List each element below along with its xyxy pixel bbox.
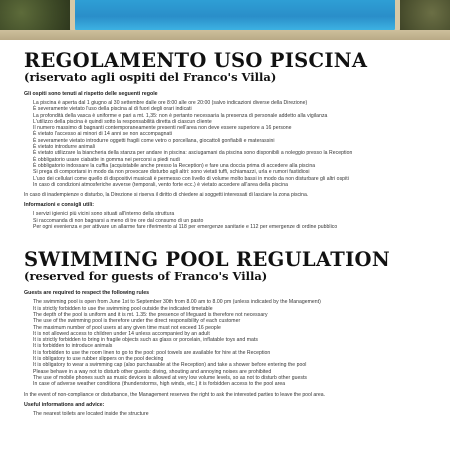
rule-item: It is obligatory to wear a swimming cap (also purchasable at the Reception) and take a shower before entering the pool — [33, 362, 307, 369]
english-rules-heading: Guests are required to respect the following rules — [24, 290, 150, 297]
pool-deck — [0, 30, 450, 40]
english-title: SWIMMING POOL REGULATION — [24, 248, 390, 272]
italian-title: REGOLAMENTO USO PISCINA — [24, 49, 368, 72]
english-violation-note: In the event of non-compliance or disturbance, the Management reserves the right to ask the interested parties to leave the pool area. — [24, 391, 325, 398]
info-item: Per ogni evenienza e per attivare un allarme fare riferimento al 118 per emergenze sanitarie e 112 per emergenze di ordine pubblico — [33, 224, 338, 231]
rule-item: È severamente vietato introdurre oggetti fragili come vetro o porcellana, giocattoli gonfiabili e materassini — [33, 137, 275, 144]
rule-item: La profondità della vasca è uniforme e pari a mt. 1,35: non è pertanto necessaria la presenza di personale addetto alla vigilanza — [33, 112, 328, 119]
info-item: Si raccomanda di non bagnarsi a meno di tre ore dal consumo di un pasto — [33, 217, 204, 224]
english-section — [24, 249, 440, 417]
rule-item: È obbligatorio indossare la cuffia (acquistabile anche presso la Reception) e fare una doccia prima di accedere alla piscina — [33, 162, 316, 169]
rule-item: It is strictly forbidden to use the swimming pool outside the indicated timetable — [33, 305, 213, 312]
info-item: I servizi igienici più vicini sono situati all'interno della struttura — [33, 211, 175, 218]
rule-item: Il numero massimo di bagnanti contemporaneamente presenti nell'area non deve essere superiore a 16 persone — [33, 125, 292, 132]
rule-item: L'utilizzo della piscina è quindi sotto la responsabilità diretta di ciascun cliente — [33, 118, 212, 125]
rule-item: La piscina è aperta dal 1 giugno al 30 settembre dalle ore 8:00 alle ore 20:00 (salvo indicazioni diverse della Direzione) — [33, 100, 308, 106]
italian-subtitle: (riservato agli ospiti del Franco's Villa) — [24, 70, 277, 84]
italian-section — [24, 50, 440, 230]
info-item: The nearest toilets are located inside the structure — [33, 410, 149, 417]
rule-item: The use of mobile phones such as music devices is allowed at very low volume levels, so as not to disturb other guests — [33, 374, 308, 381]
rule-item: It is obligatory to use rubber slippers on the pool decking — [33, 356, 164, 363]
italian-violation-note: In caso di inadempienze o disturbo, la Direzione si riserva il diritto di chiedere ai soggetti interessati di lasciare la zona piscina. — [24, 192, 309, 199]
rule-item: In caso di condizioni atmosferiche avverse (temporali, vento forte ecc.) è vietato accedere all'area della piscina — [33, 181, 288, 188]
rule-item: È vietato utilizzare la biancheria della stanza per andare in piscina: asciugamani da piscina sono disponibili a noleggio presso la Reception — [33, 150, 353, 157]
english-subtitle: (reserved for guests of Franco's Villa) — [24, 269, 268, 284]
rule-item: The maximum number of pool users at any given time must not exceed 16 people — [33, 324, 221, 331]
english-info-heading: Useful informations and advice: — [24, 401, 105, 408]
english-rules-list — [24, 299, 440, 387]
italian-info-heading: Informazioni e consigli utili: — [24, 202, 95, 209]
rule-item: It is forbidden to introduce animals — [33, 343, 113, 350]
rule-item: È vietato introdurre animali — [33, 144, 95, 151]
foliage-left — [0, 0, 72, 32]
rule-item: È obbligatorio usare ciabatte in gomma nei percorsi a piedi nudi — [33, 156, 180, 163]
rule-item: È vietato l'accesso ai minori di 14 anni se non accompagnati — [33, 131, 173, 138]
document-body — [24, 44, 440, 417]
english-info-list — [24, 411, 440, 417]
rule-item: It is forbidden to use the room linen to go to the pool: pool towels are available for hire at the Reception — [33, 349, 271, 356]
rule-item: It is strictly forbidden to bring in fragile objects such as glass or porcelain, inflatable toys and mats — [33, 337, 258, 344]
pool-photo — [0, 0, 450, 40]
italian-rules-list — [24, 100, 440, 188]
rule-item: Please behave in a way not to disturb other guests: diving, shouting and annoying noises are prohibited — [33, 368, 272, 375]
rule-item: The use of the swimming pool is therefore under the direct responsibility of each customer — [33, 318, 241, 325]
italian-rules-heading: Gli ospiti sono tenuti al rispetto delle seguenti regole — [24, 91, 158, 97]
rule-item: È severamente vietato l'uso della piscina al di fuori degli orari indicati — [33, 106, 192, 113]
italian-info-list — [24, 211, 440, 230]
rule-item: It is not allowed access to children under 14 unless accompanied by an adult — [33, 330, 210, 337]
rule-item: Si prega di comportarsi in modo da non provocare disturbo agli altri: sono vietati tuffi, schiamazzi, urla e rumori fastidiosi — [33, 169, 310, 176]
rule-item: L'uso dei cellulari come quello di dispositivi musicali è permesso con livello di volume molto bassi in modo da non disturbare gli altri ospiti — [33, 175, 349, 182]
rule-item: The depth of the pool is uniform and it is mt. 1.35: the presence of lifeguard is therefore not necessary — [33, 311, 268, 318]
rule-item: In case of adverse weather conditions (thunderstorms, high winds, etc.) it is forbidden access to the pool area — [33, 381, 286, 388]
rule-item: The swimming pool is open from June 1st to September 30th from 8.00 am to 8.00 pm (unless indicated by the Management) — [33, 299, 321, 306]
